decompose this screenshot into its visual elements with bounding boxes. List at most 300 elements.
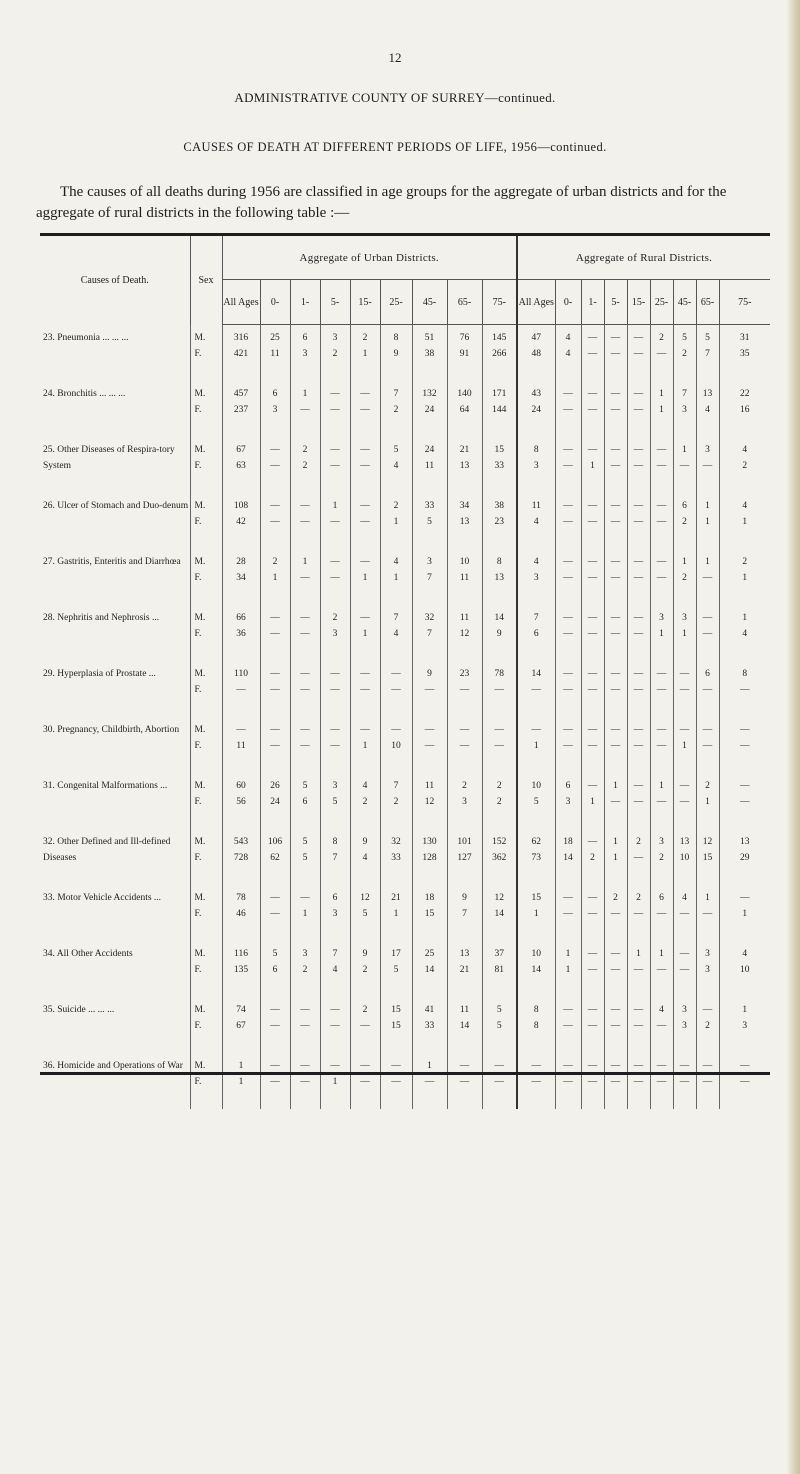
urban-value-cell: 101 127 xyxy=(447,829,482,885)
rural-value-cell: 4 3 xyxy=(517,549,555,605)
rural-value-cell: — — xyxy=(650,661,673,717)
rural-value-cell: 4 1 xyxy=(719,493,770,549)
urban-value-cell: — — xyxy=(350,381,380,437)
urban-group-header: Aggregate of Urban Districts. xyxy=(222,236,517,280)
urban-value-cell: 106 62 xyxy=(260,829,290,885)
urban-value-cell: 110 — xyxy=(222,661,260,717)
sex-cell: M. F. xyxy=(190,325,222,382)
rural-value-cell: — — xyxy=(581,381,604,437)
urban-value-cell: 6 3 xyxy=(260,381,290,437)
urban-value-cell: 543 728 xyxy=(222,829,260,885)
cause-cell: 35. Suicide ... ... ... xyxy=(43,1005,115,1015)
rural-value-cell: 10 14 xyxy=(517,941,555,997)
urban-value-cell: — — xyxy=(290,1053,320,1109)
urban-value-cell: — 1 xyxy=(320,1053,350,1109)
rural-value-cell: 1 — xyxy=(627,941,650,997)
urban-value-cell: 12 14 xyxy=(482,885,517,941)
running-head: ADMINISTRATIVE COUNTY OF SURREY—continued. xyxy=(234,90,556,105)
rural-value-cell: 13 29 xyxy=(719,829,770,885)
rural-value-cell: — — xyxy=(517,1053,555,1109)
urban-value-cell: 18 15 xyxy=(412,885,447,941)
urban-age-header: 75- xyxy=(482,280,517,325)
rural-value-cell: — — xyxy=(555,493,581,549)
urban-value-cell: — — xyxy=(290,661,320,717)
rural-value-cell: — — xyxy=(604,1053,627,1109)
rural-value-cell: 10 5 xyxy=(517,773,555,829)
rural-value-cell: — — xyxy=(604,437,627,493)
sex-cell: M. F. xyxy=(190,941,222,997)
rural-value-cell: — 2 xyxy=(581,829,604,885)
urban-value-cell: — — xyxy=(290,605,320,661)
rural-age-header: 65- xyxy=(696,280,719,325)
rural-value-cell: 31 35 xyxy=(719,325,770,382)
rural-value-cell: 6 — xyxy=(650,885,673,941)
urban-value-cell: — 1 xyxy=(290,885,320,941)
urban-value-cell: 78 — xyxy=(482,661,517,717)
cause-cell: 34. All Other Accidents xyxy=(43,949,133,959)
sex-cell: M. F. xyxy=(190,605,222,661)
urban-value-cell: 116 135 xyxy=(222,941,260,997)
urban-value-cell: 33 5 xyxy=(412,493,447,549)
rural-value-cell: — — xyxy=(627,325,650,382)
urban-value-cell: — — xyxy=(260,1053,290,1109)
page-number: 12 xyxy=(388,50,402,65)
urban-value-cell: 132 24 xyxy=(412,381,447,437)
urban-value-cell: — — xyxy=(350,1053,380,1109)
rural-value-cell: 1 2 xyxy=(673,549,696,605)
rural-value-cell: — — xyxy=(604,493,627,549)
urban-value-cell: 74 67 xyxy=(222,997,260,1053)
rural-value-cell: 7 3 xyxy=(673,381,696,437)
rural-age-header: 25- xyxy=(650,280,673,325)
urban-value-cell: — 1 xyxy=(350,549,380,605)
urban-value-cell: 5 5 xyxy=(290,829,320,885)
sex-cell: M. F. xyxy=(190,549,222,605)
rural-value-cell: 3 2 xyxy=(650,829,673,885)
sex-cell: M. F. xyxy=(190,493,222,549)
table-bottom-rule xyxy=(40,1072,770,1075)
table-row xyxy=(40,381,770,437)
rural-group-header: Aggregate of Rural Districts. xyxy=(517,236,770,280)
urban-value-cell: 25 11 xyxy=(260,325,290,382)
rural-value-cell: 14 — xyxy=(517,661,555,717)
rural-value-cell: — — xyxy=(650,717,673,773)
rural-value-cell: 4 — xyxy=(650,997,673,1053)
urban-value-cell: 171 144 xyxy=(482,381,517,437)
urban-value-cell: 10 11 xyxy=(447,549,482,605)
urban-value-cell: 37 81 xyxy=(482,941,517,997)
urban-value-cell: 25 14 xyxy=(412,941,447,997)
rural-value-cell: — — xyxy=(581,941,604,997)
urban-value-cell: 14 9 xyxy=(482,605,517,661)
urban-value-cell: — — xyxy=(482,1053,517,1109)
urban-value-cell: 2 2 xyxy=(290,437,320,493)
urban-value-cell: 2 1 xyxy=(350,325,380,382)
urban-value-cell: 4 1 xyxy=(380,549,412,605)
urban-value-cell: — — xyxy=(260,661,290,717)
sex-header: Sex xyxy=(190,236,222,325)
rural-value-cell: — — xyxy=(627,997,650,1053)
table-row xyxy=(40,437,770,493)
urban-value-cell: — 10 xyxy=(380,717,412,773)
rural-value-cell: — — xyxy=(604,717,627,773)
urban-value-cell: 9 4 xyxy=(350,829,380,885)
section-title: CAUSES OF DEATH AT DIFFERENT PERIODS OF LIFE, 1956—continued. xyxy=(183,140,607,154)
urban-value-cell: 8 9 xyxy=(380,325,412,382)
rural-age-header: 0- xyxy=(555,280,581,325)
rural-value-cell: 8 3 xyxy=(517,437,555,493)
rural-value-cell: 3 3 xyxy=(696,941,719,997)
urban-value-cell: 5 6 xyxy=(260,941,290,997)
rural-age-header: 15- xyxy=(627,280,650,325)
table-body xyxy=(40,325,770,1110)
rural-value-cell: 1 4 xyxy=(719,605,770,661)
urban-age-header: All Ages xyxy=(222,280,260,325)
urban-value-cell: — — xyxy=(260,605,290,661)
rural-value-cell: 6 2 xyxy=(673,493,696,549)
urban-value-cell: 316 421 xyxy=(222,325,260,382)
cause-cell: 23. Pneumonia ... ... ... xyxy=(43,332,129,343)
urban-value-cell: — — xyxy=(320,997,350,1053)
urban-value-cell: — — xyxy=(260,437,290,493)
urban-value-cell: 15 15 xyxy=(380,997,412,1053)
urban-value-cell: — — xyxy=(350,493,380,549)
cause-cell: 33. Motor Vehicle Accidents ... xyxy=(43,893,162,903)
rural-value-cell: — — xyxy=(627,661,650,717)
urban-value-cell: — — xyxy=(320,717,350,773)
urban-value-cell: 2 1 xyxy=(260,549,290,605)
rural-value-cell: — — xyxy=(650,1053,673,1109)
rural-value-cell: — — xyxy=(555,605,581,661)
rural-value-cell: 4 — xyxy=(673,885,696,941)
cause-cell: 26. Ulcer of Stomach and Duo-denum xyxy=(43,501,189,511)
urban-value-cell: 2 1 xyxy=(380,493,412,549)
urban-value-cell: — — xyxy=(260,885,290,941)
sex-cell: M. F. xyxy=(190,717,222,773)
urban-value-cell: — 1 xyxy=(350,717,380,773)
table-row xyxy=(40,997,770,1053)
rural-value-cell: — — xyxy=(581,325,604,382)
table-row xyxy=(40,941,770,997)
rural-value-cell: — 1 xyxy=(673,717,696,773)
rural-value-cell: 1 — xyxy=(696,885,719,941)
rural-value-cell: — — xyxy=(673,1053,696,1109)
urban-value-cell: 145 266 xyxy=(482,325,517,382)
table-row xyxy=(40,773,770,829)
urban-value-cell: 5 4 xyxy=(380,437,412,493)
urban-value-cell: 7 2 xyxy=(380,773,412,829)
rural-value-cell: 2 — xyxy=(627,829,650,885)
urban-value-cell: 8 7 xyxy=(320,829,350,885)
rural-value-cell: — — xyxy=(581,661,604,717)
table-row xyxy=(40,493,770,549)
urban-value-cell: 3 5 xyxy=(320,773,350,829)
urban-value-cell: 2 2 xyxy=(482,773,517,829)
rural-value-cell: 1 — xyxy=(604,773,627,829)
rural-value-cell: 11 4 xyxy=(517,493,555,549)
rural-value-cell: 13 10 xyxy=(673,829,696,885)
urban-value-cell: 7 4 xyxy=(380,605,412,661)
rural-value-cell: — — xyxy=(555,381,581,437)
table-row xyxy=(40,325,770,382)
cause-cell: 28. Nephritis and Nephrosis ... xyxy=(43,613,160,623)
rural-value-cell: 47 48 xyxy=(517,325,555,382)
urban-value-cell: 78 46 xyxy=(222,885,260,941)
rural-value-cell: — — xyxy=(627,717,650,773)
rural-value-cell: — — xyxy=(673,773,696,829)
urban-value-cell: 3 7 xyxy=(412,549,447,605)
urban-value-cell: 9 7 xyxy=(447,885,482,941)
rural-value-cell: 1 1 xyxy=(555,941,581,997)
rural-value-cell: — — xyxy=(604,381,627,437)
urban-value-cell: 4 2 xyxy=(350,773,380,829)
urban-value-cell: 67 63 xyxy=(222,437,260,493)
urban-value-cell: 21 13 xyxy=(447,437,482,493)
urban-value-cell: 8 13 xyxy=(482,549,517,605)
urban-value-cell: 1 — xyxy=(290,381,320,437)
rural-value-cell: — — xyxy=(627,493,650,549)
rural-value-cell: — — xyxy=(555,437,581,493)
sex-cell: M. F. xyxy=(190,773,222,829)
cause-cell: 36. Homicide and Operations of War xyxy=(43,1061,183,1071)
rural-value-cell: — — xyxy=(627,549,650,605)
urban-value-cell: 108 42 xyxy=(222,493,260,549)
table-row xyxy=(40,885,770,941)
urban-age-header: 1- xyxy=(290,280,320,325)
rural-value-cell: — — xyxy=(627,773,650,829)
rural-value-cell: 7 6 xyxy=(517,605,555,661)
urban-value-cell: — — xyxy=(350,437,380,493)
rural-value-cell: — — xyxy=(604,997,627,1053)
cause-cell: 24. Bronchitis ... ... ... xyxy=(43,389,126,399)
rural-age-header: 45- xyxy=(673,280,696,325)
urban-value-cell: 6 3 xyxy=(290,325,320,382)
urban-value-cell: 5 5 xyxy=(482,997,517,1053)
rural-value-cell: — — xyxy=(627,381,650,437)
rural-value-cell: 6 — xyxy=(696,661,719,717)
sex-cell: M. F. xyxy=(190,885,222,941)
cause-cell: 29. Hyperplasia of Prostate ... xyxy=(43,669,156,679)
table-row xyxy=(40,717,770,773)
rural-value-cell: 1 — xyxy=(650,773,673,829)
rural-value-cell: — — xyxy=(627,605,650,661)
urban-value-cell: 1 — xyxy=(290,549,320,605)
cause-cell: 31. Congenital Malformations ... xyxy=(43,781,168,791)
rural-value-cell: 22 16 xyxy=(719,381,770,437)
urban-value-cell: 6 3 xyxy=(320,885,350,941)
rural-value-cell: 4 2 xyxy=(719,437,770,493)
rural-value-cell: 5 7 xyxy=(696,325,719,382)
rural-value-cell: 3 3 xyxy=(673,997,696,1053)
urban-value-cell: 32 7 xyxy=(412,605,447,661)
urban-value-cell: 2 3 xyxy=(320,605,350,661)
urban-value-cell: 76 91 xyxy=(447,325,482,382)
rural-value-cell: — — xyxy=(673,941,696,997)
rural-value-cell: 4 4 xyxy=(555,325,581,382)
rural-value-cell: — — xyxy=(581,1053,604,1109)
urban-value-cell: 41 33 xyxy=(412,997,447,1053)
rural-value-cell: — — xyxy=(696,605,719,661)
urban-age-header: 0- xyxy=(260,280,290,325)
rural-value-cell: 1 — xyxy=(696,549,719,605)
urban-value-cell: 26 24 xyxy=(260,773,290,829)
rural-value-cell: — — xyxy=(555,1053,581,1109)
rural-value-cell: — — xyxy=(604,325,627,382)
rural-value-cell: — — xyxy=(719,1053,770,1109)
rural-value-cell: — 1 xyxy=(719,885,770,941)
sex-cell: M. F. xyxy=(190,997,222,1053)
rural-value-cell: — — xyxy=(555,885,581,941)
rural-value-cell: 2 1 xyxy=(719,549,770,605)
rural-value-cell: 2 — xyxy=(604,885,627,941)
urban-value-cell: — — xyxy=(447,1053,482,1109)
urban-value-cell: 5 6 xyxy=(290,773,320,829)
urban-value-cell: 28 34 xyxy=(222,549,260,605)
rural-age-header: 1- xyxy=(581,280,604,325)
rural-value-cell: — 2 xyxy=(696,997,719,1053)
cause-cell: 32. Other Defined and Ill-defined Diseases xyxy=(43,837,171,863)
urban-value-cell: 9 — xyxy=(412,661,447,717)
table-row xyxy=(40,605,770,661)
rural-value-cell: — — xyxy=(555,717,581,773)
urban-value-cell: 12 5 xyxy=(350,885,380,941)
urban-value-cell: 130 128 xyxy=(412,829,447,885)
cause-cell: 30. Pregnancy, Childbirth, Abortion xyxy=(43,725,180,735)
rural-value-cell: — — xyxy=(696,1053,719,1109)
urban-value-cell: 457 237 xyxy=(222,381,260,437)
rural-value-cell: — — xyxy=(650,549,673,605)
rural-value-cell: 15 1 xyxy=(517,885,555,941)
rural-value-cell: — — xyxy=(604,941,627,997)
rural-value-cell: — — xyxy=(581,493,604,549)
table-row xyxy=(40,1053,770,1109)
rural-age-header: 5- xyxy=(604,280,627,325)
urban-value-cell: 9 2 xyxy=(350,941,380,997)
rural-value-cell: 3 1 xyxy=(673,605,696,661)
urban-value-cell: 13 21 xyxy=(447,941,482,997)
rural-value-cell: — 1 xyxy=(517,717,555,773)
urban-age-header: 45- xyxy=(412,280,447,325)
urban-value-cell: 1 — xyxy=(412,1053,447,1109)
urban-value-cell: — — xyxy=(350,661,380,717)
sex-cell: M. F. xyxy=(190,661,222,717)
urban-age-header: 15- xyxy=(350,280,380,325)
rural-value-cell: — — xyxy=(555,549,581,605)
urban-value-cell: 2 — xyxy=(350,997,380,1053)
urban-value-cell: 15 33 xyxy=(482,437,517,493)
rural-value-cell: — — xyxy=(604,661,627,717)
rural-value-cell: 43 24 xyxy=(517,381,555,437)
rural-value-cell: 6 3 xyxy=(555,773,581,829)
urban-value-cell: — — xyxy=(447,717,482,773)
table-row xyxy=(40,549,770,605)
rural-value-cell: 8 8 xyxy=(517,997,555,1053)
urban-value-cell: 1 — xyxy=(320,493,350,549)
urban-value-cell: — — xyxy=(320,437,350,493)
urban-age-header: 65- xyxy=(447,280,482,325)
rural-value-cell: 8 — xyxy=(719,661,770,717)
cause-header: Causes of Death. xyxy=(80,274,149,286)
urban-value-cell: — — xyxy=(320,549,350,605)
urban-value-cell: 11 12 xyxy=(447,605,482,661)
urban-value-cell: 24 11 xyxy=(412,437,447,493)
rural-value-cell: 1 — xyxy=(650,941,673,997)
urban-age-header: 25- xyxy=(380,280,412,325)
rural-value-cell: 4 10 xyxy=(719,941,770,997)
urban-value-cell: — — xyxy=(380,1053,412,1109)
urban-value-cell: 3 2 xyxy=(320,325,350,382)
urban-value-cell: 60 56 xyxy=(222,773,260,829)
rural-value-cell: — — xyxy=(719,717,770,773)
sex-cell: M. F. xyxy=(190,381,222,437)
urban-value-cell: 11 12 xyxy=(412,773,447,829)
rural-value-cell: 3 — xyxy=(696,437,719,493)
urban-value-cell: 66 36 xyxy=(222,605,260,661)
rural-value-cell: — — xyxy=(719,773,770,829)
rural-value-cell: 5 2 xyxy=(673,325,696,382)
rural-age-header: All Ages xyxy=(517,280,555,325)
rural-value-cell: — — xyxy=(581,997,604,1053)
sex-cell: M. F. xyxy=(190,437,222,493)
rural-value-cell: 1 1 xyxy=(650,381,673,437)
table-row xyxy=(40,661,770,717)
rural-value-cell: — — xyxy=(696,717,719,773)
urban-value-cell: 51 38 xyxy=(412,325,447,382)
rural-value-cell: 1 1 xyxy=(696,493,719,549)
rural-value-cell: — — xyxy=(581,717,604,773)
rural-value-cell: 3 1 xyxy=(650,605,673,661)
rural-value-cell: — 1 xyxy=(581,773,604,829)
urban-value-cell: — — xyxy=(412,717,447,773)
urban-value-cell: — — xyxy=(320,661,350,717)
rural-age-header: 75- xyxy=(719,280,770,325)
urban-value-cell: 7 4 xyxy=(320,941,350,997)
rural-value-cell: — — xyxy=(673,661,696,717)
rural-value-cell: 2 — xyxy=(627,885,650,941)
sex-cell: M. F. xyxy=(190,829,222,885)
urban-age-header: 5- xyxy=(320,280,350,325)
urban-value-cell: 17 5 xyxy=(380,941,412,997)
page-edge-shadow xyxy=(786,0,800,1474)
urban-value-cell: — — xyxy=(260,717,290,773)
urban-value-cell: — — xyxy=(260,493,290,549)
rural-value-cell: 12 15 xyxy=(696,829,719,885)
rural-value-cell: — — xyxy=(555,997,581,1053)
rural-value-cell: 13 4 xyxy=(696,381,719,437)
urban-value-cell: — — xyxy=(290,997,320,1053)
rural-value-cell: 2 — xyxy=(650,325,673,382)
cause-cell: 27. Gastritis, Enteritis and Diarrhœa xyxy=(43,557,181,567)
rural-value-cell: — — xyxy=(650,437,673,493)
urban-value-cell: — — xyxy=(320,381,350,437)
rural-value-cell: — — xyxy=(581,605,604,661)
rural-value-cell: — — xyxy=(604,605,627,661)
urban-value-cell: 11 14 xyxy=(447,997,482,1053)
rural-value-cell: — — xyxy=(555,661,581,717)
rural-value-cell: — — xyxy=(627,1053,650,1109)
rural-value-cell: 1 — xyxy=(673,437,696,493)
urban-value-cell: 2 3 xyxy=(447,773,482,829)
rural-value-cell: — — xyxy=(581,549,604,605)
urban-value-cell: 32 33 xyxy=(380,829,412,885)
rural-value-cell: — 1 xyxy=(581,437,604,493)
urban-value-cell: — — xyxy=(260,997,290,1053)
urban-value-cell: — 11 xyxy=(222,717,260,773)
urban-value-cell: 7 2 xyxy=(380,381,412,437)
rural-value-cell: 1 1 xyxy=(604,829,627,885)
cause-cell: 25. Other Diseases of Respira-tory System xyxy=(43,445,175,471)
rural-value-cell: — — xyxy=(604,549,627,605)
